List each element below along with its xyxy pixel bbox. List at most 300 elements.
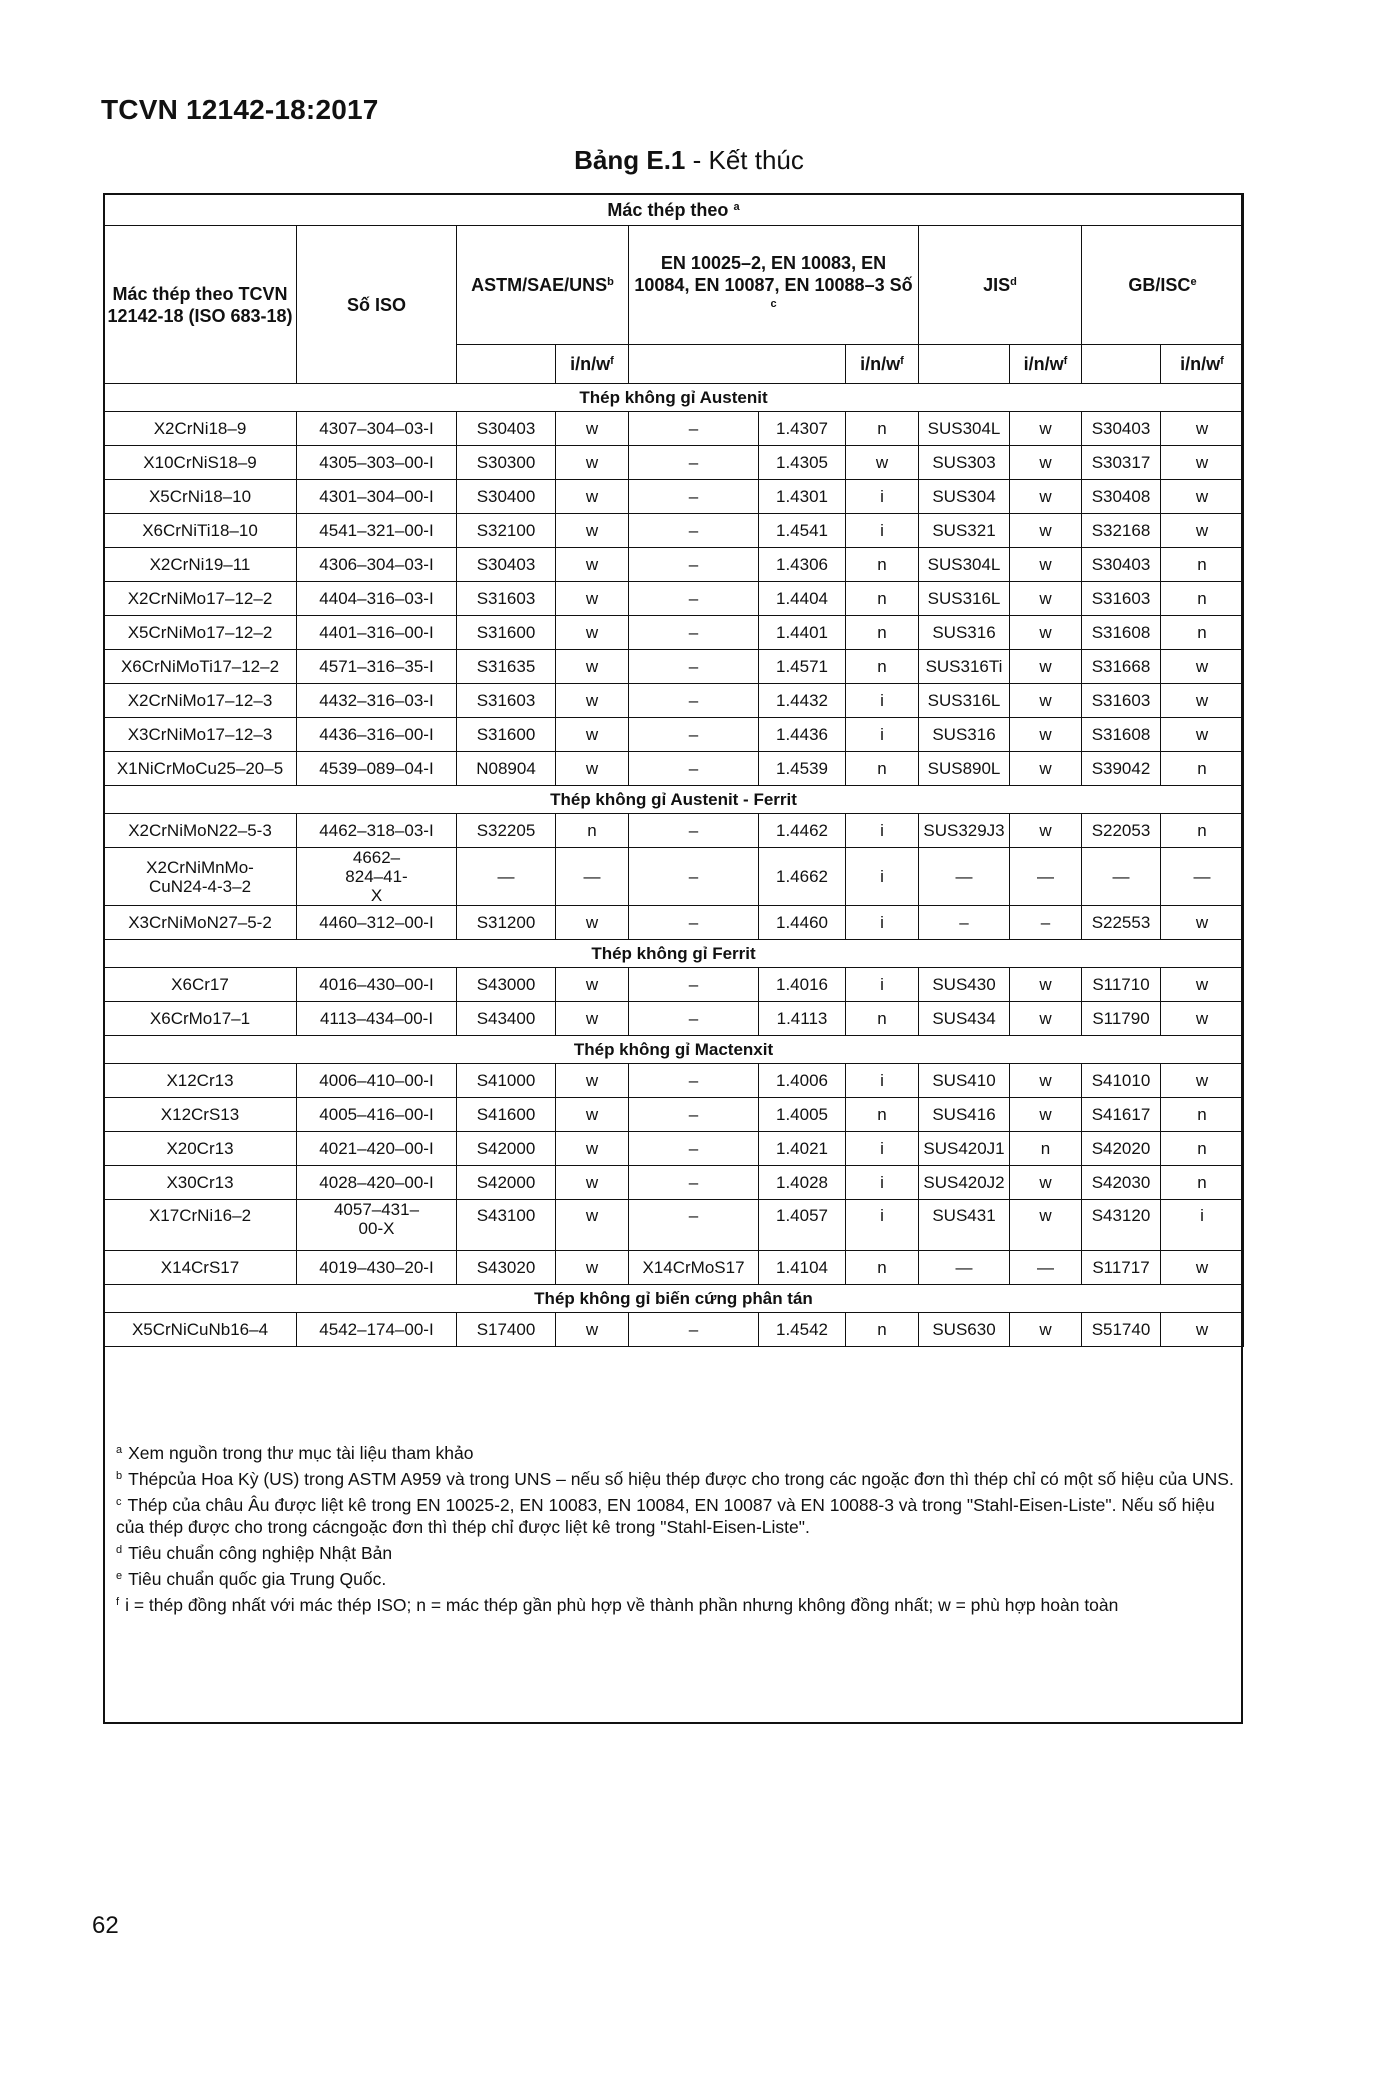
table-cell: S43020 (457, 1251, 556, 1285)
table-cell: SUS410 (919, 1064, 1010, 1098)
table-cell: 4021–420–00-I (297, 1132, 457, 1166)
table-cell: 4307–304–03-I (297, 412, 457, 446)
table-cell: i (846, 1132, 919, 1166)
table-cell: i (846, 906, 919, 940)
table-cell: w (1161, 1002, 1244, 1036)
table-cell: SUS321 (919, 514, 1010, 548)
table-header (104, 194, 1244, 384)
table-cell: X5CrNiCuNb16–4 (104, 1313, 297, 1347)
table-cell: S22553 (1082, 906, 1161, 940)
table-cell: 1.4057 (759, 1200, 846, 1251)
table-cell: w (556, 718, 629, 752)
table-cell: 4542–174–00-I (297, 1313, 457, 1347)
table-title (0, 145, 1378, 176)
table-cell: S31603 (457, 684, 556, 718)
table-cell: S30300 (457, 446, 556, 480)
table-cell: S17400 (457, 1313, 556, 1347)
table-cell: S42030 (1082, 1166, 1161, 1200)
table-cell: – (629, 814, 759, 848)
table-cell: n (1161, 582, 1244, 616)
table-title-suffix: - Kết thúc (685, 145, 804, 175)
table-cell: 4028–420–00-I (297, 1166, 457, 1200)
col-header-jis (919, 226, 1082, 345)
table-cell: w (1010, 1064, 1082, 1098)
table-cell: X3CrNiMoN27–5-2 (104, 906, 297, 940)
table-cell: i (846, 814, 919, 848)
col-header-en (629, 226, 919, 345)
table-cell: n (1161, 548, 1244, 582)
table-cell: n (846, 650, 919, 684)
table-cell: S42020 (1082, 1132, 1161, 1166)
table-cell: 4301–304–00-I (297, 480, 457, 514)
table-cell: SUS431 (919, 1200, 1010, 1251)
group-header-text: Mác thép theo (607, 199, 729, 220)
table-cell: – (629, 1002, 759, 1036)
table-cell: w (1010, 752, 1082, 786)
table-cell: w (556, 1313, 629, 1347)
table-cell: SUS416 (919, 1098, 1010, 1132)
table-cell: w (556, 514, 629, 548)
table-cell: SUS316L (919, 684, 1010, 718)
table-body (104, 384, 1244, 1347)
table-cell: w (556, 582, 629, 616)
table-cell: S11717 (1082, 1251, 1161, 1285)
table-cell: w (1161, 650, 1244, 684)
table-cell: – (629, 752, 759, 786)
col-header-gb (1082, 226, 1244, 345)
table-cell: 1.4006 (759, 1064, 846, 1098)
footnote-mark: f (1220, 355, 1224, 367)
table-cell: w (1161, 446, 1244, 480)
table-row (104, 684, 1244, 718)
table-cell: SUS316Ti (919, 650, 1010, 684)
table-cell: 1.4306 (759, 548, 846, 582)
table-cell: i (1161, 1200, 1244, 1251)
table-cell: SUS304L (919, 548, 1010, 582)
table-cell: w (1010, 514, 1082, 548)
sub-header-empty (919, 345, 1010, 384)
footnote-mark: f (1063, 355, 1068, 367)
table-cell: S31635 (457, 650, 556, 684)
section-row (104, 786, 1244, 814)
table-cell: w (556, 446, 629, 480)
table-cell: 1.4016 (759, 968, 846, 1002)
table-cell: S30400 (457, 480, 556, 514)
table-cell: S30403 (457, 412, 556, 446)
table-cell: n (846, 1098, 919, 1132)
table-cell: w (1010, 616, 1082, 650)
table-cell: 1.4432 (759, 684, 846, 718)
table-row (104, 1064, 1244, 1098)
table-cell: S11790 (1082, 1002, 1161, 1036)
table-cell: — (1082, 848, 1161, 906)
table-cell: S41010 (1082, 1064, 1161, 1098)
table-row (104, 616, 1244, 650)
table-cell: SUS304L (919, 412, 1010, 446)
table-cell: i (846, 718, 919, 752)
table-row (104, 412, 1244, 446)
footnote-mark: c (770, 298, 777, 310)
table-cell: w (556, 412, 629, 446)
section-title: Thép không gỉ Austenit (104, 384, 1244, 412)
table-cell: S30317 (1082, 446, 1161, 480)
table-cell: S32168 (1082, 514, 1161, 548)
table-cell: – (629, 1064, 759, 1098)
table-cell: w (1010, 718, 1082, 752)
table-cell: SUS630 (919, 1313, 1010, 1347)
sub-header-inw (1010, 345, 1082, 384)
table-cell: w (1010, 968, 1082, 1002)
table-cell: w (1161, 718, 1244, 752)
table-cell: – (629, 514, 759, 548)
footnote-mark: d (116, 1544, 123, 1556)
document-code: TCVN 12142-18:2017 (101, 94, 379, 125)
table-cell: — (457, 848, 556, 906)
table-cell: 4462–318–03-I (297, 814, 457, 848)
table-cell: X1NiCrMoCu25–20–5 (104, 752, 297, 786)
table-title-number: Bảng E.1 (574, 145, 686, 175)
table-cell: 1.4541 (759, 514, 846, 548)
group-header (104, 194, 1244, 226)
table-cell: S31200 (457, 906, 556, 940)
table-cell: S51740 (1082, 1313, 1161, 1347)
table-cell: n (846, 548, 919, 582)
table-cell: 1.4571 (759, 650, 846, 684)
table-cell: X2CrNiMoN22–5-3 (104, 814, 297, 848)
table-cell: X6CrNiTi18–10 (104, 514, 297, 548)
table-cell: w (1010, 1098, 1082, 1132)
table-row (104, 1200, 1244, 1251)
table-cell: – (629, 582, 759, 616)
table-cell: SUS316L (919, 582, 1010, 616)
table-cell: SUS304 (919, 480, 1010, 514)
table-cell: X12Cr13 (104, 1064, 297, 1098)
table-cell: w (1010, 650, 1082, 684)
table-cell: X3CrNiMo17–12–3 (104, 718, 297, 752)
table-cell: w (556, 548, 629, 582)
footnote-f (116, 1594, 1236, 1616)
table-cell: w (556, 1098, 629, 1132)
table-cell: – (629, 906, 759, 940)
table-cell: S41600 (457, 1098, 556, 1132)
table-cell: w (1161, 412, 1244, 446)
table-cell: i (846, 1200, 919, 1251)
table-cell: 1.4005 (759, 1098, 846, 1132)
table-cell: w (1010, 814, 1082, 848)
footnote-mark: c (116, 1496, 122, 1508)
table-cell: – (629, 1098, 759, 1132)
table-row (104, 480, 1244, 514)
table-cell: 4306–304–03-I (297, 548, 457, 582)
table-cell: S31603 (1082, 684, 1161, 718)
table-cell: – (629, 1132, 759, 1166)
table-cell: X2CrNiMo17–12–2 (104, 582, 297, 616)
table-cell: n (1161, 752, 1244, 786)
table-cell: 1.4662 (759, 848, 846, 906)
table-cell: w (1010, 480, 1082, 514)
table-cell: X6Cr17 (104, 968, 297, 1002)
table-cell: — (1161, 848, 1244, 906)
table-cell: 1.4113 (759, 1002, 846, 1036)
table-cell: S43400 (457, 1002, 556, 1036)
table-cell: – (1010, 906, 1082, 940)
table-cell: SUS430 (919, 968, 1010, 1002)
table-cell: w (1161, 1064, 1244, 1098)
table-cell: 4305–303–00-I (297, 446, 457, 480)
sub-header-empty (629, 345, 846, 384)
table-cell: – (629, 480, 759, 514)
table-cell: X14CrS17 (104, 1251, 297, 1285)
table-cell: 1.4539 (759, 752, 846, 786)
col-header-iso: Số ISO (297, 226, 457, 384)
table-cell: SUS890L (919, 752, 1010, 786)
table-cell: X5CrNiMo17–12–2 (104, 616, 297, 650)
table-cell: X17CrNi16–2 (104, 1200, 297, 1251)
table-row (104, 848, 1244, 906)
table-cell: – (629, 446, 759, 480)
col-header-en-text: EN 10025–2, EN 10083, EN 10084, EN 10087, EN 10088–3 Số (634, 253, 913, 295)
table-cell: 1.4104 (759, 1251, 846, 1285)
footnote-mark: b (607, 276, 614, 288)
table-cell: X30Cr13 (104, 1166, 297, 1200)
page-number: 62 (92, 1912, 119, 1939)
table-cell: 1.4305 (759, 446, 846, 480)
footnote-mark: f (900, 355, 904, 367)
table-cell: n (846, 752, 919, 786)
table-cell: S31603 (457, 582, 556, 616)
table-cell: w (556, 650, 629, 684)
table-cell: 4005–416–00-I (297, 1098, 457, 1132)
table-cell: S32205 (457, 814, 556, 848)
footnote-b (116, 1468, 1236, 1490)
section-row (104, 1036, 1244, 1064)
section-row (104, 1285, 1244, 1313)
footnote-d (116, 1542, 1236, 1564)
table-cell: w (1161, 684, 1244, 718)
table-cell: S22053 (1082, 814, 1161, 848)
table-row (104, 968, 1244, 1002)
table-cell: w (556, 684, 629, 718)
table-row (104, 1166, 1244, 1200)
table-row (104, 814, 1244, 848)
table-cell: S41000 (457, 1064, 556, 1098)
col-header-tcvn: Mác thép theo TCVN 12142-18 (ISO 683-18) (104, 226, 297, 384)
table-cell: 4057–431–00-X (297, 1200, 457, 1251)
table-cell: X2CrNi18–9 (104, 412, 297, 446)
table-cell: i (846, 848, 919, 906)
table-cell: n (846, 1002, 919, 1036)
table-row (104, 650, 1244, 684)
footnote-text: Thép của châu Âu được liệt kê trong EN 10025-2, EN 10083, EN 10084, EN 10087 và EN 10088-3 và trong "Stahl-Eisen-Liste". Nếu số hiệu của thép được cho trong cácngoặc đơn thì thép chỉ được liệt kê trong "Stahl-Eisen-Liste". (116, 1495, 1215, 1537)
footnote-c (116, 1494, 1236, 1538)
sub-header-inw (846, 345, 919, 384)
table-cell: – (629, 412, 759, 446)
table-cell: 4113–434–00-I (297, 1002, 457, 1036)
table-cell: w (1161, 1313, 1244, 1347)
table-cell: SUS420J1 (919, 1132, 1010, 1166)
table-row (104, 582, 1244, 616)
table-cell: n (1161, 1166, 1244, 1200)
table-cell: i (846, 968, 919, 1002)
table-cell: X12CrS13 (104, 1098, 297, 1132)
table-cell: n (846, 616, 919, 650)
table-cell: w (1010, 1166, 1082, 1200)
table-cell: – (629, 1200, 759, 1251)
table-cell: 1.4307 (759, 412, 846, 446)
table-cell: 4539–089–04-I (297, 752, 457, 786)
table-cell: w (556, 1064, 629, 1098)
table-row (104, 1313, 1244, 1347)
table-cell: 1.4542 (759, 1313, 846, 1347)
table-cell: 4662–824–41-X (297, 848, 457, 906)
table-cell: i (846, 1064, 919, 1098)
footnote-text: i = thép đồng nhất với mác thép ISO; n = mác thép gần phù hợp về thành phần nhưng không đồng nhất; w = phù hợp hoàn toàn (125, 1595, 1119, 1615)
table-cell: 4016–430–00-I (297, 968, 457, 1002)
inw-text: i/n/w (570, 354, 611, 374)
col-header-gb-text: GB/ISC (1128, 275, 1191, 295)
col-header-astm (457, 226, 629, 345)
table-cell: 4436–316–00-I (297, 718, 457, 752)
table-cell: S30408 (1082, 480, 1161, 514)
table-cell: S39042 (1082, 752, 1161, 786)
table-cell: n (846, 582, 919, 616)
table-cell: X2CrNiMo17–12–3 (104, 684, 297, 718)
table-cell: 1.4462 (759, 814, 846, 848)
table-cell: w (1010, 412, 1082, 446)
table-cell: S31608 (1082, 616, 1161, 650)
sub-header-inw (1161, 345, 1244, 384)
table-cell: 1.4460 (759, 906, 846, 940)
table-row (104, 1132, 1244, 1166)
table-cell: S41617 (1082, 1098, 1161, 1132)
table-cell: w (1161, 480, 1244, 514)
table-cell: 1.4021 (759, 1132, 846, 1166)
table-cell: – (629, 650, 759, 684)
table-row (104, 1002, 1244, 1036)
table-cell: SUS434 (919, 1002, 1010, 1036)
table-cell: i (846, 514, 919, 548)
table-cell: – (629, 848, 759, 906)
footnote-a (116, 1442, 1236, 1464)
table-cell: w (1010, 1313, 1082, 1347)
footnote-mark: f (610, 355, 614, 367)
table-cell: w (1010, 446, 1082, 480)
table-cell: – (629, 616, 759, 650)
table-cell: X2CrNi19–11 (104, 548, 297, 582)
footnote-text: Tiêu chuẩn quốc gia Trung Quốc. (128, 1569, 387, 1589)
section-title: Thép không gỉ Ferrit (104, 940, 1244, 968)
table-cell: S31608 (1082, 718, 1161, 752)
table-cell: S43000 (457, 968, 556, 1002)
table-cell: 1.4301 (759, 480, 846, 514)
table-cell: — (919, 848, 1010, 906)
table-row (104, 446, 1244, 480)
table-row (104, 906, 1244, 940)
table-cell: n (846, 412, 919, 446)
inw-text: i/n/w (860, 354, 901, 374)
footnotes (116, 1442, 1236, 1620)
table-cell: n (1161, 1098, 1244, 1132)
table-row (104, 514, 1244, 548)
footnote-mark: f (116, 1596, 120, 1608)
table-cell: w (556, 1166, 629, 1200)
section-row (104, 384, 1244, 412)
table-cell: w (1010, 548, 1082, 582)
table-cell: w (556, 968, 629, 1002)
table-cell: i (846, 1166, 919, 1200)
section-title: Thép không gỉ Mactenxit (104, 1036, 1244, 1064)
table-cell: — (1010, 1251, 1082, 1285)
table-cell: — (919, 1251, 1010, 1285)
table-cell: 4571–316–35-I (297, 650, 457, 684)
table-cell: SUS316 (919, 718, 1010, 752)
inw-text: i/n/w (1023, 354, 1064, 374)
table-cell: 4460–312–00-I (297, 906, 457, 940)
footnote-text: Thépcủa Hoa Kỳ (US) trong ASTM A959 và trong UNS – nếu số hiệu thép được cho trong các ngoặc đơn thì thép chỉ có một số hiệu của UNS. (128, 1469, 1234, 1489)
table-cell: X5CrNi18–10 (104, 480, 297, 514)
table-cell: 4019–430–20-I (297, 1251, 457, 1285)
section-row (104, 940, 1244, 968)
col-header-astm-text: ASTM/SAE/UNS (471, 275, 608, 295)
table-cell: w (556, 1200, 629, 1251)
table-cell: n (1010, 1132, 1082, 1166)
table-cell: S31600 (457, 616, 556, 650)
footnote-mark: d (1010, 276, 1017, 288)
table-cell: S42000 (457, 1132, 556, 1166)
table-cell: – (919, 906, 1010, 940)
table-cell: S31668 (1082, 650, 1161, 684)
table-cell: w (1010, 1200, 1082, 1251)
footnote-e (116, 1568, 1236, 1590)
table-cell: 1.4436 (759, 718, 846, 752)
table-cell: — (1010, 848, 1082, 906)
table-row (104, 752, 1244, 786)
table-cell: S31600 (457, 718, 556, 752)
table-cell: w (556, 752, 629, 786)
footnote-text: Tiêu chuẩn công nghiệp Nhật Bản (128, 1543, 393, 1563)
table-cell: w (1161, 968, 1244, 1002)
table-cell: w (1161, 1251, 1244, 1285)
table-cell: – (629, 684, 759, 718)
table-row (104, 1251, 1244, 1285)
table-row (104, 548, 1244, 582)
col-header-jis-text: JIS (983, 275, 1011, 295)
table-cell: w (556, 1132, 629, 1166)
table-cell: S11710 (1082, 968, 1161, 1002)
table-cell: – (629, 1313, 759, 1347)
table-cell: S30403 (1082, 548, 1161, 582)
table-cell: w (556, 906, 629, 940)
table-cell: w (556, 480, 629, 514)
table-cell: n (1161, 1132, 1244, 1166)
table-cell: i (846, 480, 919, 514)
table-cell: n (556, 814, 629, 848)
table-cell: w (556, 1251, 629, 1285)
table-cell: w (846, 446, 919, 480)
table-cell: w (1010, 684, 1082, 718)
sub-header-empty (1082, 345, 1161, 384)
footnote-mark: b (116, 1470, 123, 1482)
table-cell: 4006–410–00-I (297, 1064, 457, 1098)
table-cell: 1.4028 (759, 1166, 846, 1200)
table-cell: X6CrNiMoTi17–12–2 (104, 650, 297, 684)
table-cell: w (1010, 1002, 1082, 1036)
table-cell: w (556, 1002, 629, 1036)
table-cell: S32100 (457, 514, 556, 548)
table-cell: S31603 (1082, 582, 1161, 616)
table-cell: w (1010, 582, 1082, 616)
table-cell: X14CrMoS17 (629, 1251, 759, 1285)
